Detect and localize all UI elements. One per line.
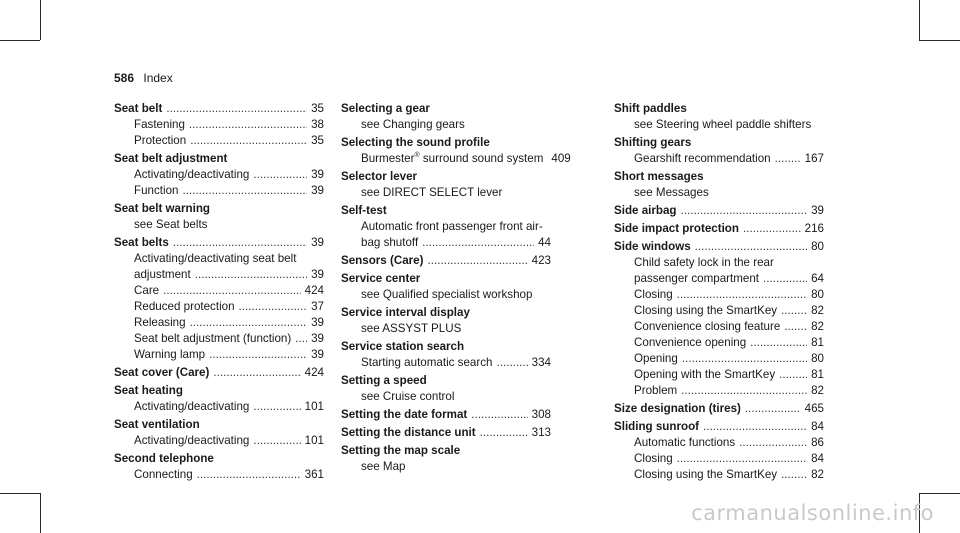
index-entry-heading[interactable] — [114, 201, 324, 217]
entry-label: Activating/deactivating — [134, 434, 250, 447]
entry-label: Seat belt adjustment (function) — [134, 332, 292, 345]
index-entry-heading[interactable] — [114, 151, 324, 167]
entry-label: Opening with the SmartKey — [634, 368, 776, 381]
page-ref[interactable]: 424 — [304, 366, 324, 379]
index-subentry[interactable] — [614, 287, 824, 303]
page-ref[interactable]: 39 — [311, 268, 324, 281]
page-ref[interactable]: 101 — [304, 434, 324, 447]
dot-leader — [190, 133, 307, 149]
index-subentry[interactable] — [114, 331, 324, 347]
index-subentry[interactable] — [341, 321, 551, 337]
page-ref[interactable]: 80 — [811, 352, 824, 365]
index-subentry[interactable] — [114, 433, 324, 449]
index-entry-heading[interactable] — [114, 451, 324, 467]
index-subentry[interactable] — [341, 235, 551, 251]
page-ref[interactable]: 86 — [811, 436, 824, 449]
page-ref[interactable]: 44 — [538, 236, 551, 249]
page-ref[interactable]: 39 — [811, 204, 824, 217]
entry-label: passenger compartment — [634, 272, 760, 285]
entry-label: Care — [134, 284, 160, 297]
index-entry-heading[interactable] — [341, 425, 551, 441]
index-entry — [114, 417, 324, 449]
index-entry-heading[interactable] — [341, 169, 551, 185]
page-ref[interactable]: 35 — [311, 102, 324, 115]
dot-leader — [781, 467, 807, 483]
entry-label: Connecting — [134, 468, 193, 481]
entry-label: Seat ventilation — [114, 418, 200, 431]
dot-leader — [422, 235, 534, 251]
dot-leader — [784, 319, 807, 335]
entry-label: Shifting gears — [614, 136, 692, 149]
dot-leader — [209, 347, 307, 363]
crop-mark — [0, 493, 40, 494]
page-ref[interactable]: 35 — [311, 134, 324, 147]
entry-label: Closing — [634, 288, 673, 301]
entry-label: Automatic functions — [634, 436, 736, 449]
dot-leader — [163, 283, 301, 299]
entry-label: Setting the date format — [341, 408, 468, 421]
index-entry — [614, 203, 824, 219]
entry-label: Seat belt warning — [114, 202, 210, 215]
entry-label: Service interval display — [341, 306, 470, 319]
page-ref[interactable]: 101 — [304, 400, 324, 413]
dot-leader — [480, 425, 528, 441]
index-column-1 — [114, 101, 324, 485]
entry-label: Service station search — [341, 340, 465, 353]
index-entry-heading[interactable] — [614, 221, 824, 237]
index-subentry[interactable] — [614, 185, 824, 201]
entry-label: Second telephone — [114, 452, 214, 465]
page-ref[interactable]: 82 — [811, 384, 824, 397]
index-subentry[interactable] — [614, 319, 824, 335]
index-entry — [614, 169, 824, 201]
index-entry-heading[interactable] — [614, 135, 824, 151]
index-subentry[interactable] — [341, 151, 571, 167]
index-entry-heading[interactable] — [114, 383, 324, 399]
index-entry — [341, 425, 551, 441]
entry-label: Opening — [634, 352, 678, 365]
index-entry — [341, 135, 571, 167]
entry-label: Seat heating — [114, 384, 183, 397]
index-entry — [341, 443, 551, 475]
page-ref[interactable]: 80 — [811, 288, 824, 301]
page-ref[interactable]: 39 — [311, 184, 324, 197]
dot-leader — [166, 101, 307, 117]
dot-leader — [681, 383, 807, 399]
index-subentry[interactable] — [341, 287, 551, 303]
registered-mark: ® — [414, 152, 420, 160]
entry-label: Side windows — [614, 240, 691, 253]
dot-leader — [253, 167, 307, 183]
index-entry — [341, 373, 551, 405]
page-ref[interactable]: 334 — [531, 356, 551, 369]
dot-leader — [779, 367, 807, 383]
dot-leader — [190, 315, 308, 331]
entry-label: see Map — [361, 460, 406, 473]
page-ref[interactable]: 423 — [531, 254, 551, 267]
dot-leader — [253, 433, 300, 449]
entry-label: Service center — [341, 272, 421, 285]
crop-mark — [919, 0, 920, 40]
dot-leader — [677, 287, 807, 303]
entry-label: Seat belt adjustment — [114, 152, 228, 165]
entry-label: Closing — [634, 452, 673, 465]
index-subentry[interactable] — [614, 271, 824, 287]
index-entry — [114, 235, 324, 363]
index-subentry[interactable] — [614, 367, 824, 383]
index-entry-heading[interactable] — [114, 417, 324, 433]
page-ref[interactable]: 216 — [804, 222, 824, 235]
entry-label: Sliding sunroof — [614, 420, 700, 433]
entry-label: Shift paddles — [614, 102, 687, 115]
page-ref[interactable]: 81 — [811, 368, 824, 381]
page-ref[interactable]: 409 — [551, 152, 571, 165]
entry-label: Setting a speed — [341, 374, 427, 387]
index-entry-heading[interactable] — [341, 373, 551, 389]
entry-label: Convenience closing feature — [634, 320, 781, 333]
index-column-2 — [341, 101, 571, 477]
index-subentry[interactable] — [614, 335, 824, 351]
entry-label: Activating/deactivating — [134, 400, 250, 413]
entry-label: Closing using the SmartKey — [634, 304, 778, 317]
index-subentry[interactable] — [614, 255, 824, 271]
page-ref[interactable]: 64 — [811, 272, 824, 285]
page-ref[interactable]: 424 — [304, 284, 324, 297]
entry-label: Closing using the SmartKey — [634, 468, 778, 481]
entry-label: Reduced protection — [134, 300, 235, 313]
index-subentry[interactable] — [114, 347, 324, 363]
entry-label: Seat cover (Care) — [114, 366, 210, 379]
index-subentry[interactable] — [614, 451, 824, 467]
index-entry-heading[interactable] — [341, 253, 551, 269]
dot-leader — [681, 203, 808, 219]
dot-leader — [295, 331, 307, 347]
index-entry-heading[interactable] — [341, 305, 551, 321]
index-entry-heading[interactable] — [614, 203, 824, 219]
page-ref[interactable]: 308 — [531, 408, 551, 421]
entry-label: Convenience opening — [634, 336, 747, 349]
entry-label: Selecting the sound profile — [341, 136, 490, 149]
entry-label: see DIRECT SELECT lever — [361, 186, 503, 199]
dot-leader — [213, 365, 300, 381]
entry-label: see Changing gears — [361, 118, 465, 131]
dot-leader — [750, 335, 807, 351]
watermark: carmanualsonline.info — [691, 501, 934, 525]
dot-leader — [427, 253, 527, 269]
index-entry — [341, 101, 551, 133]
index-entry — [114, 151, 324, 199]
entry-label: adjustment — [134, 268, 191, 281]
entry-label: bag shutoff — [361, 236, 419, 249]
entry-label: Seat belts — [114, 236, 169, 249]
dot-leader — [189, 117, 307, 133]
index-subentry[interactable] — [114, 399, 324, 415]
index-subentry[interactable] — [114, 467, 324, 483]
index-entry — [341, 305, 551, 337]
index-subentry[interactable] — [114, 283, 324, 299]
page-ref[interactable]: 82 — [811, 304, 824, 317]
index-subentry[interactable] — [114, 251, 324, 267]
page-ref[interactable]: 82 — [811, 468, 824, 481]
page-header — [114, 71, 173, 85]
index-entry — [614, 101, 824, 133]
page-ref[interactable]: 313 — [531, 426, 551, 439]
entry-label: Function — [134, 184, 179, 197]
dot-leader — [253, 399, 300, 415]
page-ref[interactable]: 39 — [311, 236, 324, 249]
dot-leader — [703, 419, 807, 435]
index-subentry[interactable] — [614, 351, 824, 367]
index-subentry[interactable] — [341, 389, 551, 405]
entry-label: Activating/deactivating seat belt — [134, 252, 297, 265]
crop-mark — [40, 493, 41, 533]
entry-label: Seat belt — [114, 102, 163, 115]
dot-leader — [743, 221, 801, 237]
entry-label: Short messages — [614, 170, 704, 183]
page-ref[interactable]: 39 — [311, 332, 324, 345]
index-entry — [114, 365, 324, 381]
entry-label: Size designation (tires) — [614, 402, 741, 415]
entry-label: Setting the map scale — [341, 444, 461, 457]
entry-label: Side impact protection — [614, 222, 739, 235]
index-entry-heading[interactable] — [341, 407, 551, 423]
page-ref[interactable]: 82 — [811, 320, 824, 333]
index-entry — [614, 401, 824, 417]
entry-label: see Steering wheel paddle shifters — [634, 118, 812, 131]
index-subentry[interactable] — [341, 185, 551, 201]
index-subentry[interactable] — [114, 183, 324, 199]
index-entry-heading[interactable] — [614, 169, 824, 185]
index-entry — [341, 169, 551, 201]
index-subentry[interactable] — [114, 217, 324, 233]
page-ref[interactable]: 39 — [311, 348, 324, 361]
page-ref[interactable]: 39 — [311, 316, 324, 329]
entry-label: Protection — [134, 134, 187, 147]
dot-leader — [173, 235, 307, 251]
index-subentry[interactable] — [614, 117, 824, 133]
dot-leader — [197, 467, 301, 483]
dot-leader — [195, 267, 307, 283]
index-entry-heading[interactable] — [341, 339, 551, 355]
crop-mark — [919, 40, 960, 41]
dot-leader — [781, 303, 807, 319]
index-column-3 — [614, 101, 824, 485]
dot-leader — [739, 435, 807, 451]
index-entry — [614, 239, 824, 399]
index-subentry[interactable] — [114, 117, 324, 133]
crop-mark — [40, 0, 41, 40]
index-subentry[interactable] — [341, 355, 551, 371]
index-entry — [614, 221, 824, 237]
page-ref[interactable]: 84 — [811, 420, 824, 433]
index-entry — [341, 271, 551, 303]
crop-mark — [0, 40, 40, 41]
entry-label: Setting the distance unit — [341, 426, 476, 439]
entry-label: Problem — [634, 384, 678, 397]
index-subentry[interactable] — [114, 167, 324, 183]
dot-leader — [239, 299, 308, 315]
entry-label: see Cruise control — [361, 390, 455, 403]
page-ref[interactable]: 361 — [304, 468, 324, 481]
index-subentry[interactable] — [614, 151, 824, 167]
entry-label: Gearshift recommendation — [634, 152, 771, 165]
index-subentry[interactable] — [614, 303, 824, 319]
section-title: Index — [143, 71, 173, 85]
entry-label: Automatic front passenger front air- — [361, 220, 543, 233]
entry-label: Selecting a gear — [341, 102, 430, 115]
page-ref[interactable]: 39 — [311, 168, 324, 181]
entry-label: see Messages — [634, 186, 709, 199]
entry-label: Self-test — [341, 204, 387, 217]
index-entry — [114, 101, 324, 149]
page-ref[interactable]: 81 — [811, 336, 824, 349]
page-ref[interactable]: 84 — [811, 452, 824, 465]
entry-label: Burmester® surround sound system — [361, 152, 544, 165]
index-entry-heading[interactable] — [614, 401, 824, 417]
dot-leader — [682, 351, 807, 367]
index-subentry[interactable] — [114, 133, 324, 149]
index-subentry[interactable] — [114, 267, 324, 283]
page-ref[interactable]: 38 — [311, 118, 324, 131]
index-entry — [114, 201, 324, 233]
dot-leader — [471, 407, 527, 423]
index-entry-heading[interactable] — [341, 135, 551, 151]
index-entry — [614, 419, 824, 483]
page-ref[interactable]: 80 — [811, 240, 824, 253]
index-entry-heading[interactable] — [114, 365, 324, 381]
dot-leader — [677, 451, 807, 467]
index-entry-heading[interactable] — [341, 101, 551, 117]
index-entry-heading[interactable] — [614, 239, 824, 255]
entry-label: Releasing — [134, 316, 186, 329]
entry-label: Fastening — [134, 118, 185, 131]
index-entry — [341, 339, 551, 371]
index-entry — [341, 407, 551, 423]
index-entry-heading[interactable] — [341, 443, 551, 459]
entry-label: Side airbag — [614, 204, 677, 217]
crop-mark — [919, 493, 960, 494]
page-ref[interactable]: 465 — [804, 402, 824, 415]
index-entry-heading[interactable] — [114, 101, 324, 117]
page-ref[interactable]: 37 — [311, 300, 324, 313]
dot-leader — [775, 151, 801, 167]
entry-label: see Qualified specialist workshop — [361, 288, 533, 301]
index-entry — [114, 451, 324, 483]
index-subentry[interactable] — [614, 435, 824, 451]
index-entry — [114, 383, 324, 415]
dot-leader — [695, 239, 807, 255]
entry-label: Starting automatic search — [361, 356, 493, 369]
entry-label: Selector lever — [341, 170, 418, 183]
index-entry-heading[interactable] — [614, 419, 824, 435]
entry-label: Child safety lock in the rear — [634, 256, 774, 269]
index-subentry[interactable] — [341, 117, 551, 133]
dot-leader — [745, 401, 801, 417]
index-subentry[interactable] — [614, 383, 824, 399]
index-subentry[interactable] — [114, 315, 324, 331]
entry-label: see Seat belts — [134, 218, 208, 231]
index-entry-heading[interactable] — [341, 203, 551, 219]
entry-label: Activating/deactivating — [134, 168, 250, 181]
index-subentry[interactable] — [341, 459, 551, 475]
entry-label: Warning lamp — [134, 348, 206, 361]
index-entry-heading[interactable] — [341, 271, 551, 287]
index-subentry[interactable] — [114, 299, 324, 315]
index-entry — [614, 135, 824, 167]
dot-leader — [496, 355, 527, 371]
dot-leader — [182, 183, 307, 199]
index-entry — [341, 203, 551, 251]
index-entry-heading[interactable] — [614, 101, 824, 117]
entry-label: Sensors (Care) — [341, 254, 424, 267]
index-entry — [341, 253, 551, 269]
index-subentry[interactable] — [614, 467, 824, 483]
page-ref[interactable]: 167 — [804, 152, 824, 165]
index-subentry[interactable] — [341, 219, 551, 235]
index-entry-heading[interactable] — [114, 235, 324, 251]
page-number: 586 — [114, 71, 135, 85]
dot-leader — [763, 271, 807, 287]
entry-label: see ASSYST PLUS — [361, 322, 462, 335]
